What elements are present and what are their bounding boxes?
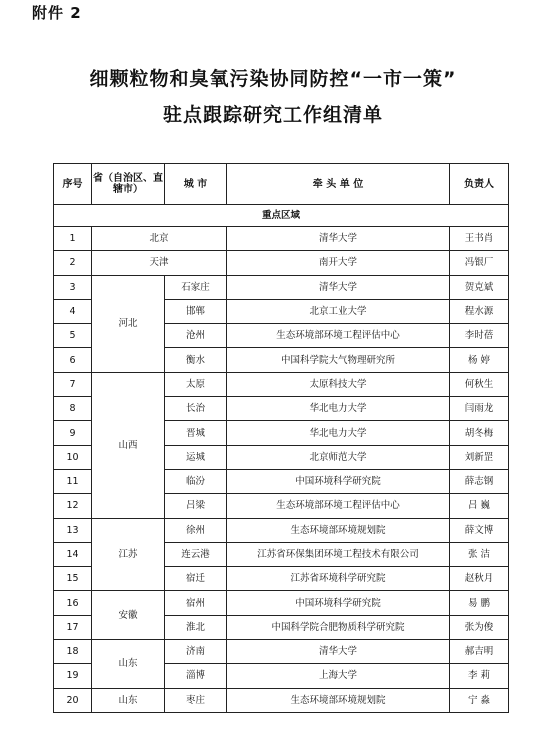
- table-row: [54, 227, 509, 251]
- cell-city: 淮北: [165, 615, 227, 639]
- cell-province: 安徽: [92, 591, 165, 640]
- cell-seq: 13: [54, 518, 92, 542]
- cell-province: 天津: [92, 251, 227, 275]
- table-header-row: [54, 164, 509, 205]
- cell-city: 临汾: [165, 469, 227, 493]
- cell-seq: 20: [54, 688, 92, 712]
- header-person: 负责人: [450, 164, 509, 205]
- cell-unit: 中国科学院合肥物质科学研究院: [227, 615, 450, 639]
- cell-person: 薛文博: [450, 518, 509, 542]
- cell-unit: 清华大学: [227, 275, 450, 299]
- cell-unit: 江苏省环保集团环境工程技术有限公司: [227, 542, 450, 566]
- cell-unit: 清华大学: [227, 227, 450, 251]
- cell-seq: 7: [54, 372, 92, 396]
- cell-seq: 10: [54, 445, 92, 469]
- cell-city: 太原: [165, 372, 227, 396]
- cell-seq: 16: [54, 591, 92, 615]
- section-label: 重点区域: [54, 205, 509, 227]
- cell-seq: 4: [54, 299, 92, 323]
- cell-unit: 江苏省环境科学研究院: [227, 567, 450, 591]
- cell-unit: 北京工业大学: [227, 299, 450, 323]
- cell-person: 胡冬梅: [450, 421, 509, 445]
- cell-city: 济南: [165, 640, 227, 664]
- cell-province: 山西: [92, 372, 165, 518]
- task-force-table: [53, 163, 509, 713]
- cell-seq: 12: [54, 494, 92, 518]
- table-row: [54, 275, 509, 299]
- cell-unit: 华北电力大学: [227, 421, 450, 445]
- cell-unit: 中国环境科学研究院: [227, 591, 450, 615]
- header-city: 城 市: [165, 164, 227, 205]
- table-row: [54, 640, 509, 664]
- header-unit: 牵 头 单 位: [227, 164, 450, 205]
- cell-unit: 清华大学: [227, 640, 450, 664]
- cell-city: 晋城: [165, 421, 227, 445]
- cell-province: 河北: [92, 275, 165, 372]
- cell-unit: 中国科学院大气物理研究所: [227, 348, 450, 372]
- cell-person: 张 洁: [450, 542, 509, 566]
- cell-seq: 1: [54, 227, 92, 251]
- cell-unit: 中国环境科学研究院: [227, 469, 450, 493]
- cell-seq: 6: [54, 348, 92, 372]
- cell-city: 吕梁: [165, 494, 227, 518]
- cell-unit: 生态环境部环境工程评估中心: [227, 324, 450, 348]
- table-row: [54, 251, 509, 275]
- cell-person: 闫雨龙: [450, 397, 509, 421]
- cell-unit: 太原科技大学: [227, 372, 450, 396]
- cell-unit: 华北电力大学: [227, 397, 450, 421]
- cell-province: 山东: [92, 640, 165, 689]
- cell-person: 薛志钢: [450, 469, 509, 493]
- cell-person: 赵秋月: [450, 567, 509, 591]
- cell-province: 北京: [92, 227, 227, 251]
- table-row: [54, 591, 509, 615]
- cell-unit: 生态环境部环境工程评估中心: [227, 494, 450, 518]
- section-row: [54, 205, 509, 227]
- cell-city: 连云港: [165, 542, 227, 566]
- cell-city: 宿州: [165, 591, 227, 615]
- cell-seq: 18: [54, 640, 92, 664]
- cell-person: 李 莉: [450, 664, 509, 688]
- cell-seq: 17: [54, 615, 92, 639]
- cell-person: 程水源: [450, 299, 509, 323]
- cell-unit: 生态环境部环境规划院: [227, 688, 450, 712]
- cell-seq: 9: [54, 421, 92, 445]
- cell-seq: 14: [54, 542, 92, 566]
- cell-person: 杨 婷: [450, 348, 509, 372]
- table-row: [54, 688, 509, 712]
- annex-label: 附件 2: [32, 4, 82, 22]
- document-title-line1: 细颗粒物和臭氧污染协同防控“一市一策”: [89, 68, 457, 90]
- cell-city: 邯郸: [165, 299, 227, 323]
- cell-city: 长治: [165, 397, 227, 421]
- cell-seq: 11: [54, 469, 92, 493]
- cell-person: 何秋生: [450, 372, 509, 396]
- cell-seq: 3: [54, 275, 92, 299]
- cell-person: 易 鹏: [450, 591, 509, 615]
- cell-person: 李时蓓: [450, 324, 509, 348]
- cell-unit: 南开大学: [227, 251, 450, 275]
- cell-person: 刘新罡: [450, 445, 509, 469]
- cell-city: 枣庄: [165, 688, 227, 712]
- cell-unit: 北京师范大学: [227, 445, 450, 469]
- cell-province: 江苏: [92, 518, 165, 591]
- cell-unit: 生态环境部环境规划院: [227, 518, 450, 542]
- cell-seq: 19: [54, 664, 92, 688]
- cell-city: 运城: [165, 445, 227, 469]
- cell-person: 郝吉明: [450, 640, 509, 664]
- table-row: [54, 372, 509, 396]
- cell-city: 徐州: [165, 518, 227, 542]
- table-row: [54, 518, 509, 542]
- cell-unit: 上海大学: [227, 664, 450, 688]
- cell-seq: 5: [54, 324, 92, 348]
- cell-person: 贺克斌: [450, 275, 509, 299]
- cell-city: 淄博: [165, 664, 227, 688]
- cell-person: 王书肖: [450, 227, 509, 251]
- cell-city: 石家庄: [165, 275, 227, 299]
- cell-person: 吕 巍: [450, 494, 509, 518]
- document-title-line2: 驻点跟踪研究工作组清单: [162, 104, 383, 126]
- cell-person: 冯银厂: [450, 251, 509, 275]
- cell-seq: 15: [54, 567, 92, 591]
- header-seq: 序号: [54, 164, 92, 205]
- cell-city: 衡水: [165, 348, 227, 372]
- cell-person: 宁 淼: [450, 688, 509, 712]
- header-province: 省（自治区、直辖市）: [92, 164, 165, 205]
- cell-seq: 8: [54, 397, 92, 421]
- cell-province: 山东: [92, 688, 165, 712]
- cell-city: 沧州: [165, 324, 227, 348]
- cell-person: 张为俊: [450, 615, 509, 639]
- cell-seq: 2: [54, 251, 92, 275]
- cell-city: 宿迁: [165, 567, 227, 591]
